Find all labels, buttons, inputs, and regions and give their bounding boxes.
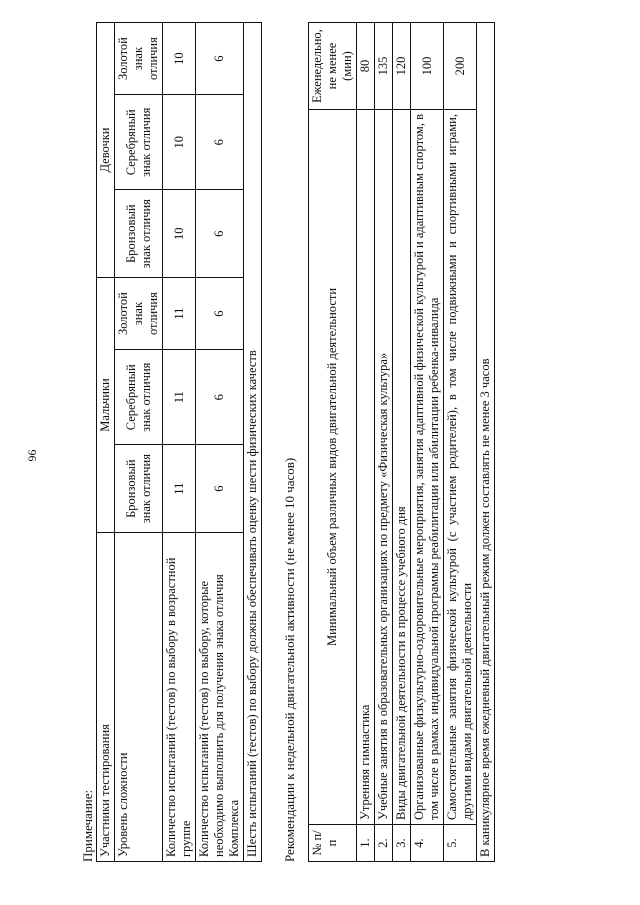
row-num: 3. (393, 825, 411, 862)
cell-value: 6 (196, 278, 244, 350)
row-value: 100 (411, 23, 444, 110)
cell-value: 6 (196, 445, 244, 533)
cell-value: 10 (163, 95, 196, 190)
num-header: № п/п (309, 825, 357, 862)
rotated-content (80, 12, 560, 862)
cell-value: 6 (196, 350, 244, 445)
badge-header: Золотой знак отличия (115, 23, 163, 95)
badge-header: Серебряный знак отличия (115, 350, 163, 445)
row-label: Количество испытаний (тестов) по выбору, которые необходимо выполнить для получения знака отличия Комплекса (196, 533, 244, 862)
note-label: Примечание: (80, 789, 95, 862)
table-row (375, 23, 393, 862)
cell-value: 6 (196, 95, 244, 190)
section-title: Рекомендации к недельной двигательной активности (не менее 10 часов) (282, 457, 297, 862)
table-row (357, 23, 375, 862)
row-value: 120 (393, 23, 411, 110)
row-text: Виды двигательной деятельности в процессе учебного дня (393, 110, 411, 825)
row-value: 135 (375, 23, 393, 110)
row-text: Учебные занятия в образовательных организациях по предмету «Физическая культура» (375, 110, 393, 825)
cell-value: 11 (163, 350, 196, 445)
cell-value: 10 (163, 23, 196, 95)
table-row (444, 23, 477, 862)
table-row (115, 23, 163, 862)
table-footer: В каникулярное время ежедневный двигательный режим должен составлять не менее 3 часов (477, 23, 495, 862)
badge-requirements-table (96, 22, 262, 862)
row-num: 1. (357, 825, 375, 862)
row-text: Организованные физкультурно-оздоровительные мероприятия, занятия адаптивной физической культурой и адаптивным спортом, в том числе в рамках индивидуальной программы реабилитации или абилитации ребенка-инвалида (411, 110, 444, 825)
row-label: Количество испытаний (тестов) по выбору в возрастной группе (163, 533, 196, 862)
table-row (97, 23, 115, 862)
activity-table (308, 22, 495, 862)
table-row (393, 23, 411, 862)
table-row (411, 23, 444, 862)
cell-value: 11 (163, 445, 196, 533)
badge-header: Серебряный знак отличия (115, 95, 163, 190)
level-header: Уровень сложности (115, 533, 163, 862)
girls-header: Девочки (97, 23, 115, 278)
table-row (196, 23, 244, 862)
cell-value: 11 (163, 278, 196, 350)
table-row (244, 23, 262, 862)
row-value: 200 (444, 23, 477, 110)
row-text: Утренняя гимнастика (357, 110, 375, 825)
table-row (477, 23, 495, 862)
table-row (163, 23, 196, 862)
value-header: Еженедельно, не менее (мин) (309, 23, 357, 110)
row-num: 5. (444, 825, 477, 862)
page-number: 96 (25, 449, 40, 462)
badge-header: Бронзовый знак отличия (115, 190, 163, 278)
row-num: 4. (411, 825, 444, 862)
table-row (309, 23, 357, 862)
badge-header: Золотой знак отличия (115, 278, 163, 350)
cell-value: 6 (196, 23, 244, 95)
row-num: 2. (375, 825, 393, 862)
cell-value: 10 (163, 190, 196, 278)
boys-header: Мальчики (97, 278, 115, 533)
table-footer: Шесть испытаний (тестов) по выбору должны обеспечивать оценку шести физических качеств (244, 23, 262, 862)
cell-value: 6 (196, 190, 244, 278)
participants-header: Участники тестирования (97, 533, 115, 862)
row-text: Самостоятельные занятия физической культурой (с участием родителей), в том числе подвижными и спортивными играми, другими видами двигательной деятельности (444, 110, 477, 825)
row-value: 80 (357, 23, 375, 110)
badge-header: Бронзовый знак отличия (115, 445, 163, 533)
name-header: Минимальный объем различных видов двигательной деятельности (309, 110, 357, 825)
